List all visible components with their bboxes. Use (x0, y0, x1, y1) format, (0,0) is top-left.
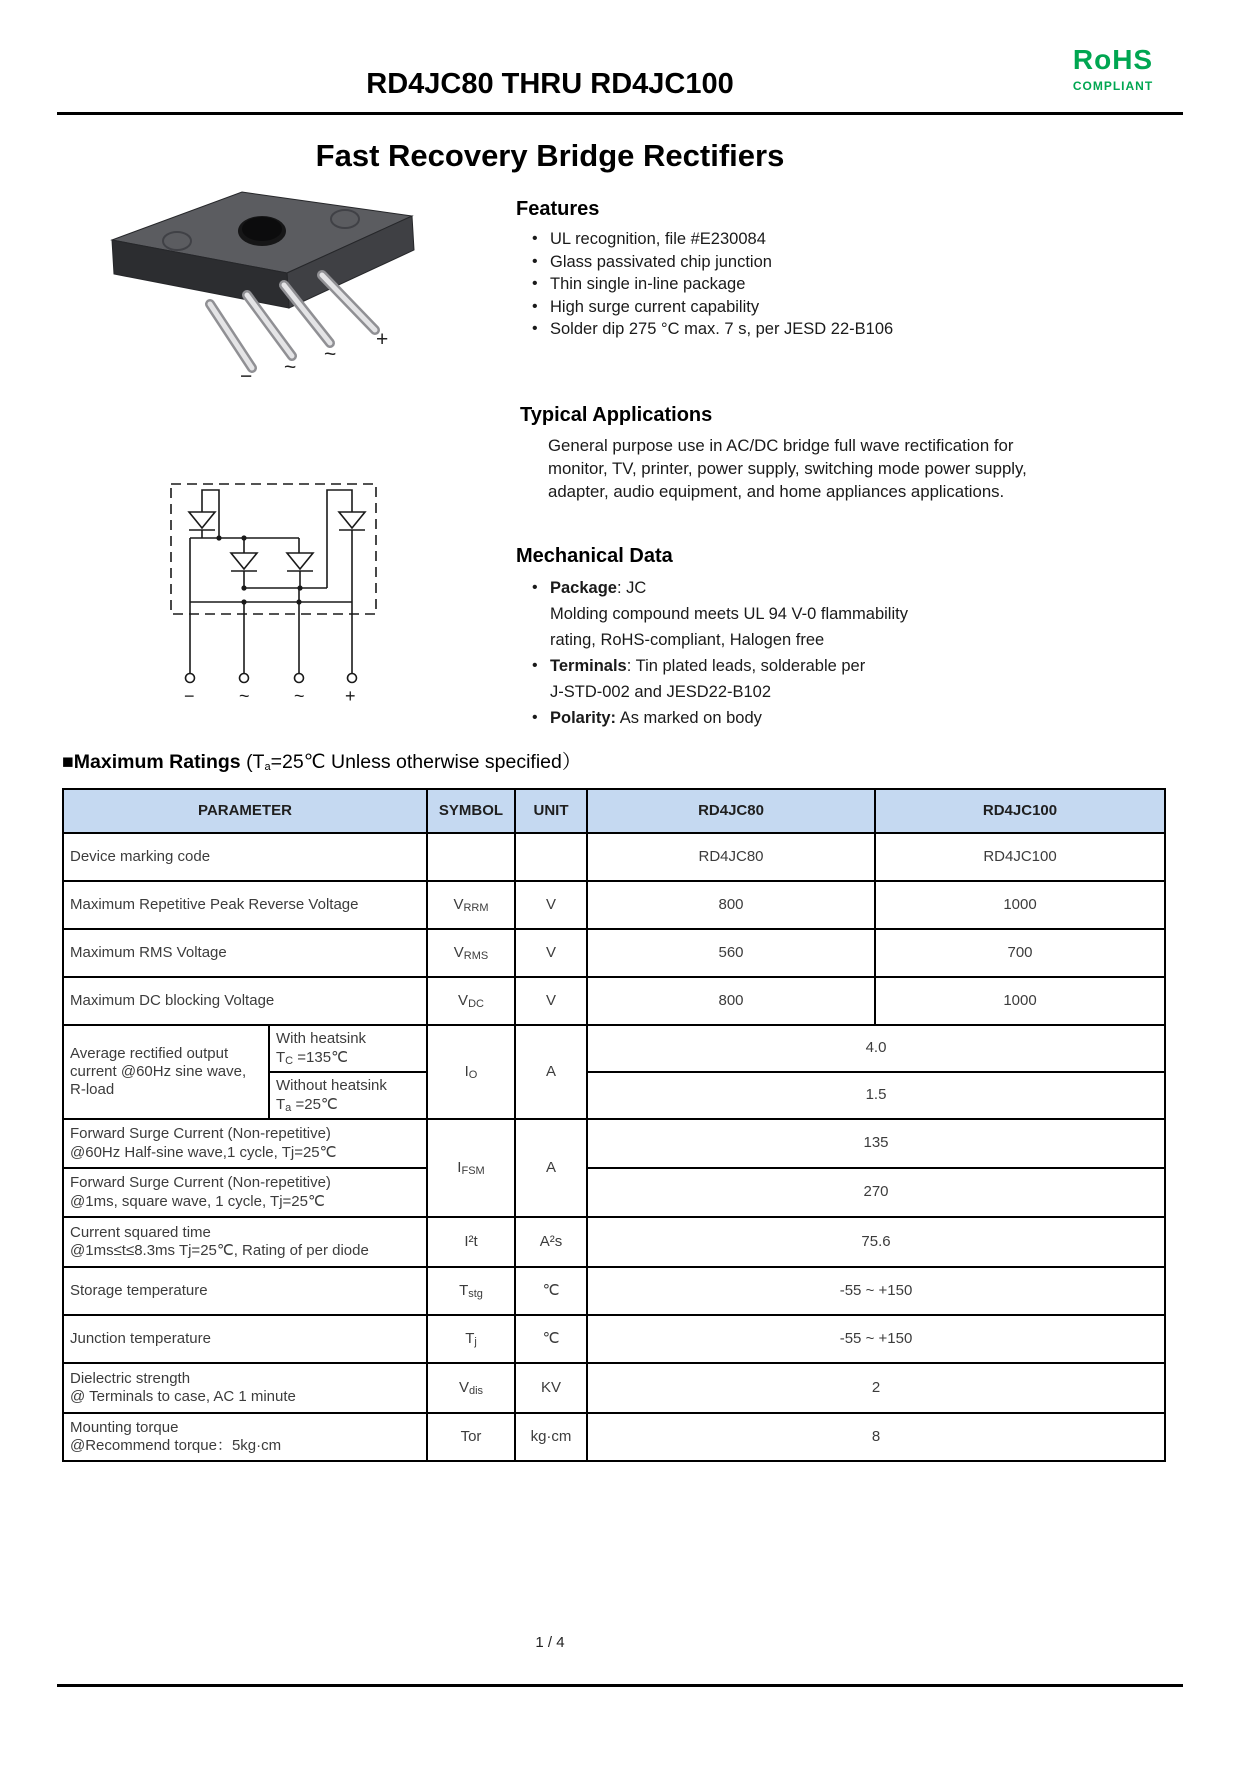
table-cell: 560 (587, 929, 875, 977)
table-cell: Device marking code (63, 833, 427, 881)
schematic-pin-label-ac1: ~ (239, 686, 250, 706)
schematic-pin-label-minus: − (184, 686, 195, 706)
table-row (63, 881, 1165, 929)
table-header-cell: SYMBOL (427, 789, 515, 833)
rohs-text: RoHS (1072, 44, 1154, 75)
terminal-circle (240, 674, 249, 683)
diode-symbol (287, 553, 313, 571)
table-row (63, 1025, 1165, 1072)
table-cell (427, 833, 515, 881)
package-body (112, 192, 414, 308)
features-heading: Features (516, 198, 600, 220)
table-header-cell: RD4JC100 (875, 789, 1165, 833)
package-photo (92, 178, 512, 393)
applications-line: General purpose use in AC/DC bridge full wave rectification for (548, 436, 1014, 455)
table-header-cell: PARAMETER (63, 789, 427, 833)
ratings-thead (63, 789, 1165, 833)
feature-item: • Solder dip 275 °C max. 7 s, per JESD 22-B106 (516, 318, 1136, 341)
photo-pin-label-ac1: ~ (284, 356, 297, 379)
table-cell: 800 (587, 881, 875, 929)
feature-item: • High surge current capability (516, 296, 1136, 319)
mechanical-item-line: Molding compound meets UL 94 V-0 flammability (550, 605, 908, 623)
table-cell: ℃ (515, 1267, 587, 1315)
photo-pin-label-plus: + (376, 328, 389, 351)
table-cell: ℃ (515, 1315, 587, 1363)
table-cell: Storage temperature (63, 1267, 427, 1315)
photo-pin-label-ac2: ~ (324, 343, 337, 366)
table-cell: Tor (427, 1413, 515, 1461)
max-ratings-heading (62, 746, 1162, 774)
applications-line: adapter, audio equipment, and home appliances applications. (548, 481, 1005, 501)
feature-item: • Glass passivated chip junction (516, 251, 1136, 274)
table-cell: Dielectric strength @ Terminals to case, AC 1 minute (63, 1363, 427, 1413)
table-cell: Junction temperature (63, 1315, 427, 1363)
table-cell: 8 (587, 1413, 1165, 1461)
table-cell: Maximum Repetitive Peak Reverse Voltage (63, 881, 427, 929)
table-cell: 75.6 (587, 1217, 1165, 1267)
mechanical-item: • Polarity: As marked on body (516, 705, 1136, 731)
applications-text (520, 435, 1160, 503)
table-cell: I²t (427, 1217, 515, 1267)
table-cell: $I_{FSM}$ (427, 1119, 515, 1217)
mechanical-list (516, 575, 1136, 731)
table-cell: Average rectified output current @60Hz sine wave, R-load (63, 1025, 269, 1119)
table-row (63, 977, 1165, 1025)
table-cell: Forward Surge Current (Non-repetitive) @1ms, square wave, 1 cycle, Tj=25℃ (63, 1168, 427, 1217)
mechanical-item: • Package: JC (516, 575, 1136, 601)
table-cell: -55 ~ +150 (587, 1315, 1165, 1363)
mechanical-item-line: rating, RoHS-compliant, Halogen free (550, 631, 825, 649)
table-row (63, 1315, 1165, 1363)
terminal-circle (348, 674, 357, 683)
part-number-title: RD4JC80 THRU RD4JC100 (366, 68, 734, 100)
terminal-circle (295, 674, 304, 683)
table-cell: $V_{RMS}$ (427, 929, 515, 977)
schematic-pin-label-ac2: ~ (294, 686, 305, 706)
ratings-tbody (63, 833, 1165, 1461)
table-cell: 1.5 (587, 1072, 1165, 1119)
table-cell: $T_j$ (427, 1315, 515, 1363)
mechanical-item-line: J-STD-002 and JESD22-B102 (550, 683, 772, 701)
table-cell: V (515, 881, 587, 929)
table-row (63, 833, 1165, 881)
table-row (63, 1363, 1165, 1413)
bridge-schematic (148, 424, 388, 714)
diode-symbol (339, 512, 365, 530)
table-cell: Forward Surge Current (Non-repetitive) @60Hz Half-sine wave,1 cycle, Tj=25℃ (63, 1119, 427, 1168)
table-cell: $I_O$ (427, 1025, 515, 1119)
page-number: 1 / 4 (535, 1634, 565, 1651)
table-cell: A (515, 1119, 587, 1217)
table-cell: kg·cm (515, 1413, 587, 1461)
table-cell: Current squared time @1ms≤t≤8.3ms Tj=25℃, Rating of per diode (63, 1217, 427, 1267)
table-cell: With heatsink $T_C$ =135℃ (269, 1025, 427, 1072)
table-cell: A²s (515, 1217, 587, 1267)
table-cell: 1000 (875, 881, 1165, 929)
table-cell: 4.0 (587, 1025, 1165, 1072)
mechanical-item: • Terminals: Tin plated leads, solderable per (516, 653, 1136, 679)
features-section (516, 198, 1136, 341)
table-cell: 135 (587, 1119, 1165, 1168)
junction-dots (216, 535, 302, 604)
applications-section (520, 404, 1160, 503)
diode-symbol (189, 512, 215, 530)
table-cell: Maximum RMS Voltage (63, 929, 427, 977)
table-cell: KV (515, 1363, 587, 1413)
photo-pin-label-minus: − (240, 365, 253, 388)
table-cell: Mounting torque @Recommend torque：5kg·cm (63, 1413, 427, 1461)
diode-symbol (231, 553, 257, 571)
table-cell: 1000 (875, 977, 1165, 1025)
table-row (63, 1267, 1165, 1315)
table-cell: 2 (587, 1363, 1165, 1413)
table-row (63, 1119, 1165, 1168)
table-header-cell: UNIT (515, 789, 587, 833)
table-cell: RD4JC80 (587, 833, 875, 881)
ratings-table (62, 788, 1166, 1462)
feature-item: • UL recognition, file #E230084 (516, 228, 1136, 251)
max-ratings-heading-bold: ■Maximum Ratings (62, 751, 247, 773)
table-cell: $V_{DC}$ (427, 977, 515, 1025)
table-cell: RD4JC100 (875, 833, 1165, 881)
table-header-cell: RD4JC80 (587, 789, 875, 833)
features-list (516, 228, 1136, 341)
max-ratings-heading-condition: ($T_a=25℃$ Unless otherwise specified） (246, 751, 582, 773)
table-cell: Maximum DC blocking Voltage (63, 977, 427, 1025)
footer-rule (57, 1684, 1183, 1687)
header-rule (57, 112, 1183, 115)
table-cell: 700 (875, 929, 1165, 977)
max-ratings-table-wrap (62, 788, 1166, 1462)
terminal-circle (186, 674, 195, 683)
page-title: Fast Recovery Bridge Rectifiers (315, 138, 785, 173)
table-cell: -55 ~ +150 (587, 1267, 1165, 1315)
mechanical-section (516, 545, 1136, 731)
table-row (63, 1413, 1165, 1461)
table-cell: A (515, 1025, 587, 1119)
table-cell: V (515, 929, 587, 977)
table-row (63, 1168, 1165, 1217)
schematic-wires (186, 490, 357, 683)
table-cell: V (515, 977, 587, 1025)
rohs-compliant-text: COMPLIANT (1072, 79, 1154, 93)
table-cell: $V_{dis}$ (427, 1363, 515, 1413)
applications-heading: Typical Applications (520, 404, 713, 426)
table-cell: 270 (587, 1168, 1165, 1217)
table-row (63, 929, 1165, 977)
table-cell: $V_{RRM}$ (427, 881, 515, 929)
mechanical-heading: Mechanical Data (516, 545, 673, 567)
table-header-row (63, 789, 1165, 833)
applications-line: monitor, TV, printer, power supply, switching mode power supply, (548, 458, 1027, 478)
feature-item: • Thin single in-line package (516, 273, 1136, 296)
table-cell: 800 (587, 977, 875, 1025)
schematic-pin-label-plus: + (345, 686, 356, 706)
table-cell (515, 833, 587, 881)
table-cell: $T_{stg}$ (427, 1267, 515, 1315)
rohs-logo (1048, 44, 1178, 93)
table-cell: Without heatsink $T_a$ =25℃ (269, 1072, 427, 1119)
table-row (63, 1217, 1165, 1267)
